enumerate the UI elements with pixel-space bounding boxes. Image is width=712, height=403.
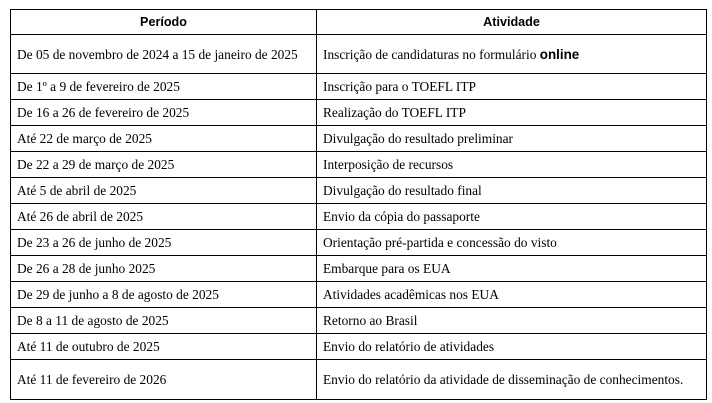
header-activity: Atividade bbox=[317, 10, 707, 35]
activity-cell: Orientação pré-partida e concessão do visto bbox=[317, 230, 707, 256]
activity-cell: Interposição de recursos bbox=[317, 152, 707, 178]
activity-cell: Divulgação do resultado preliminar bbox=[317, 126, 707, 152]
table-row bbox=[11, 308, 707, 334]
period-cell: Até 26 de abril de 2025 bbox=[11, 204, 317, 230]
period-cell: De 29 de junho a 8 de agosto de 2025 bbox=[11, 282, 317, 308]
activity-bold-text: online bbox=[539, 46, 580, 62]
table-row bbox=[11, 178, 707, 204]
table-row bbox=[11, 126, 707, 152]
table-row bbox=[11, 204, 707, 230]
activity-cell: Retorno ao Brasil bbox=[317, 308, 707, 334]
activity-text: Inscrição de candidaturas no formulário bbox=[323, 46, 537, 62]
period-cell: De 22 a 29 de março de 2025 bbox=[11, 152, 317, 178]
schedule-table bbox=[10, 9, 707, 400]
activity-cell: Envio do relatório da atividade de disseminação de conhecimentos. bbox=[317, 360, 707, 400]
table-row bbox=[11, 152, 707, 178]
table-row bbox=[11, 230, 707, 256]
activity-cell: Envio do relatório de atividades bbox=[317, 334, 707, 360]
table-row bbox=[11, 334, 707, 360]
period-cell: De 23 a 26 de junho de 2025 bbox=[11, 230, 317, 256]
table-row bbox=[11, 256, 707, 282]
period-cell: De 16 a 26 de fevereiro de 2025 bbox=[11, 100, 317, 126]
activity-cell: Realização do TOEFL ITP bbox=[317, 100, 707, 126]
activity-cell: Inscrição para o TOEFL ITP bbox=[317, 74, 707, 100]
activity-cell: Embarque para os EUA bbox=[317, 256, 707, 282]
header-period: Período bbox=[11, 10, 317, 35]
table-row bbox=[11, 74, 707, 100]
table-row bbox=[11, 360, 707, 400]
period-cell: De 26 a 28 de junho 2025 bbox=[11, 256, 317, 282]
period-cell: Até 22 de março de 2025 bbox=[11, 126, 317, 152]
activity-cell bbox=[317, 35, 707, 74]
activity-cell: Atividades acadêmicas nos EUA bbox=[317, 282, 707, 308]
period-cell: Até 11 de outubro de 2025 bbox=[11, 334, 317, 360]
activity-cell: Envio da cópia do passaporte bbox=[317, 204, 707, 230]
period-cell: De 05 de novembro de 2024 a 15 de janeiro de 2025 bbox=[11, 35, 317, 74]
period-cell: Até 5 de abril de 2025 bbox=[11, 178, 317, 204]
table-row bbox=[11, 282, 707, 308]
period-cell: De 8 a 11 de agosto de 2025 bbox=[11, 308, 317, 334]
period-cell: De 1º a 9 de fevereiro de 2025 bbox=[11, 74, 317, 100]
period-cell: Até 11 de fevereiro de 2026 bbox=[11, 360, 317, 400]
table-row bbox=[11, 35, 707, 74]
table-row bbox=[11, 100, 707, 126]
activity-cell: Divulgação do resultado final bbox=[317, 178, 707, 204]
table-header-row bbox=[11, 10, 707, 35]
